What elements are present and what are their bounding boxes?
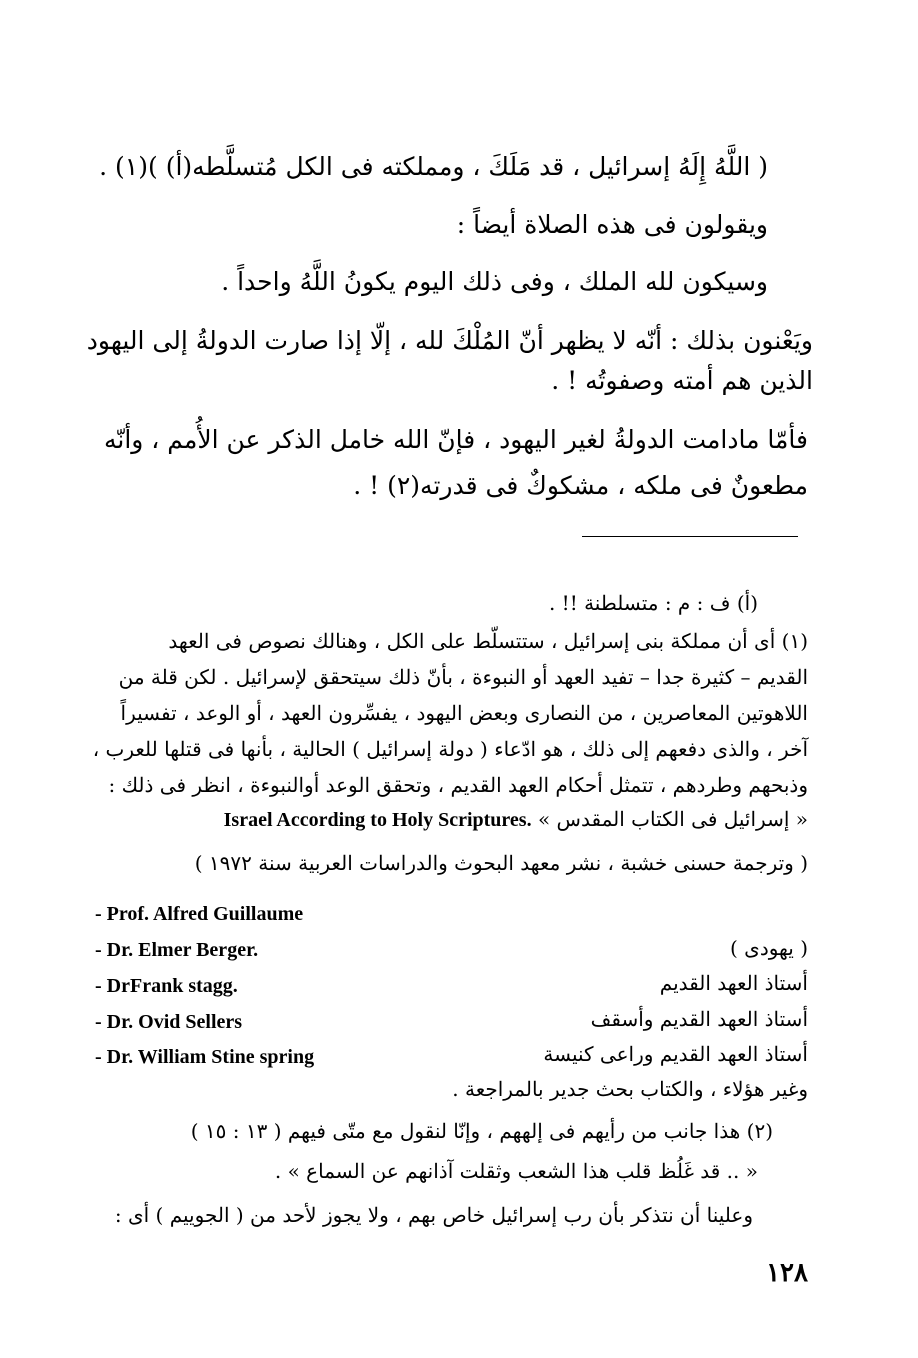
footnote-2-line-1: (٢) هذا جانب من رأيهم فى إلههم ، وإنّا لنقول مع متّى فيهم ( ١٣ : ١٥ ) xyxy=(190,1119,773,1143)
footnote-a: (أ) ف : م : متسلطنة !! . xyxy=(548,591,758,615)
person-name-3: - DrFrank stagg. xyxy=(95,975,238,997)
book-title-arabic: « إسرائيل فى الكتاب المقدس » xyxy=(537,807,808,831)
person-role-4: أستاذ العهد القديم وأسقف xyxy=(590,1007,808,1031)
footnote-1-line-6 xyxy=(224,808,808,832)
footnote-1-line-4: آخر ، والذى دفعهم إلى ذلك ، هو ادّعاء ( دولة إسرائيل ) الحالية ، بأنها فى قتلها للعرب ، xyxy=(92,737,808,761)
person-name-2: - Dr. Elmer Berger. xyxy=(95,939,259,961)
footnote-separator xyxy=(582,536,798,537)
main-line-7: مطعونٌ فى ملكه ، مشكوكٌ فى قدرته(٢) ! . xyxy=(353,471,808,500)
main-line-6: فأمّا مادامت الدولةُ لغير اليهود ، فإنّ الله خامل الذكر عن الأُمم ، وأنّه xyxy=(103,425,808,454)
main-line-3: وسيكون لله الملك ، وفى ذلك اليوم يكونُ اللَّهُ واحداً . xyxy=(221,267,768,296)
main-line-4: ويَعْنون بذلك : أنّه لا يظهر أنّ المُلْكَ لله ، إلّا إذا صارت الدولةُ إلى اليهود xyxy=(86,326,813,355)
footnote-1-line-2: القديم – كثيرة جدا – تفيد العهد أو النبوءة ، بأنّ ذلك سيتحقق لإسرائيل . لكن قلة من xyxy=(118,665,808,689)
person-name-1: - Prof. Alfred Guillaume xyxy=(95,903,304,925)
person-role-5: أستاذ العهد القديم وراعى كنيسة xyxy=(543,1042,808,1066)
footnote-1-line-1: (١) أى أن مملكة بنى إسرائيل ، ستتسلّط على الكل ، وهنالك نصوص فى العهد xyxy=(168,629,808,653)
footnote-1-line-8: وغير هؤلاء ، والكتاب بحث جدير بالمراجعة . xyxy=(452,1077,808,1101)
footnote-1-line-5: وذبحهم وطردهم ، تتمثل أحكام العهد القديم ، وتحقق الوعد أوالنبوءة ، انظر فى ذلك : xyxy=(108,773,808,797)
main-line-2: ويقولون فى هذه الصلاة أيضاً : xyxy=(456,210,768,239)
person-role-3: أستاذ العهد القديم xyxy=(659,971,808,995)
footnote-2-line-3: وعلينا أن نتذكر بأن رب إسرائيل خاص بهم ، ولا يجوز لأحد من ( الجوييم ) أى : xyxy=(114,1203,753,1227)
footnote-1-line-7: ( وترجمة حسنى خشبة ، نشر معهد البحوث والدراسات العربية سنة ١٩٧٢ ) xyxy=(194,851,808,875)
person-name-5: - Dr. William Stine spring xyxy=(95,1046,315,1068)
main-line-1: ( اللَّهُ إِلَهُ إسرائيل ، قد مَلَكَ ، ومملكته فى الكل مُتسلَّطه(أ) )(١) . xyxy=(99,152,768,181)
book-title-english: Israel According to Holy Scriptures. xyxy=(223,809,532,831)
page-number: ١٢٨ xyxy=(766,1258,808,1288)
person-role-2: ( يهودى ) xyxy=(730,936,808,960)
footnote-2-line-2: « .. قد غَلُظ قلب هذا الشعب وثقلت آذانهم عن السماع » . xyxy=(274,1159,758,1183)
footnote-1-line-3: اللاهوتين المعاصرين ، من النصارى وبعض اليهود ، يفسِّرون العهد ، أو الوعد ، تفسيراً xyxy=(120,701,808,725)
person-name-4: - Dr. Ovid Sellers xyxy=(95,1011,243,1033)
main-line-5: الذين هم أمته وصفوتُه ! . xyxy=(551,366,813,395)
